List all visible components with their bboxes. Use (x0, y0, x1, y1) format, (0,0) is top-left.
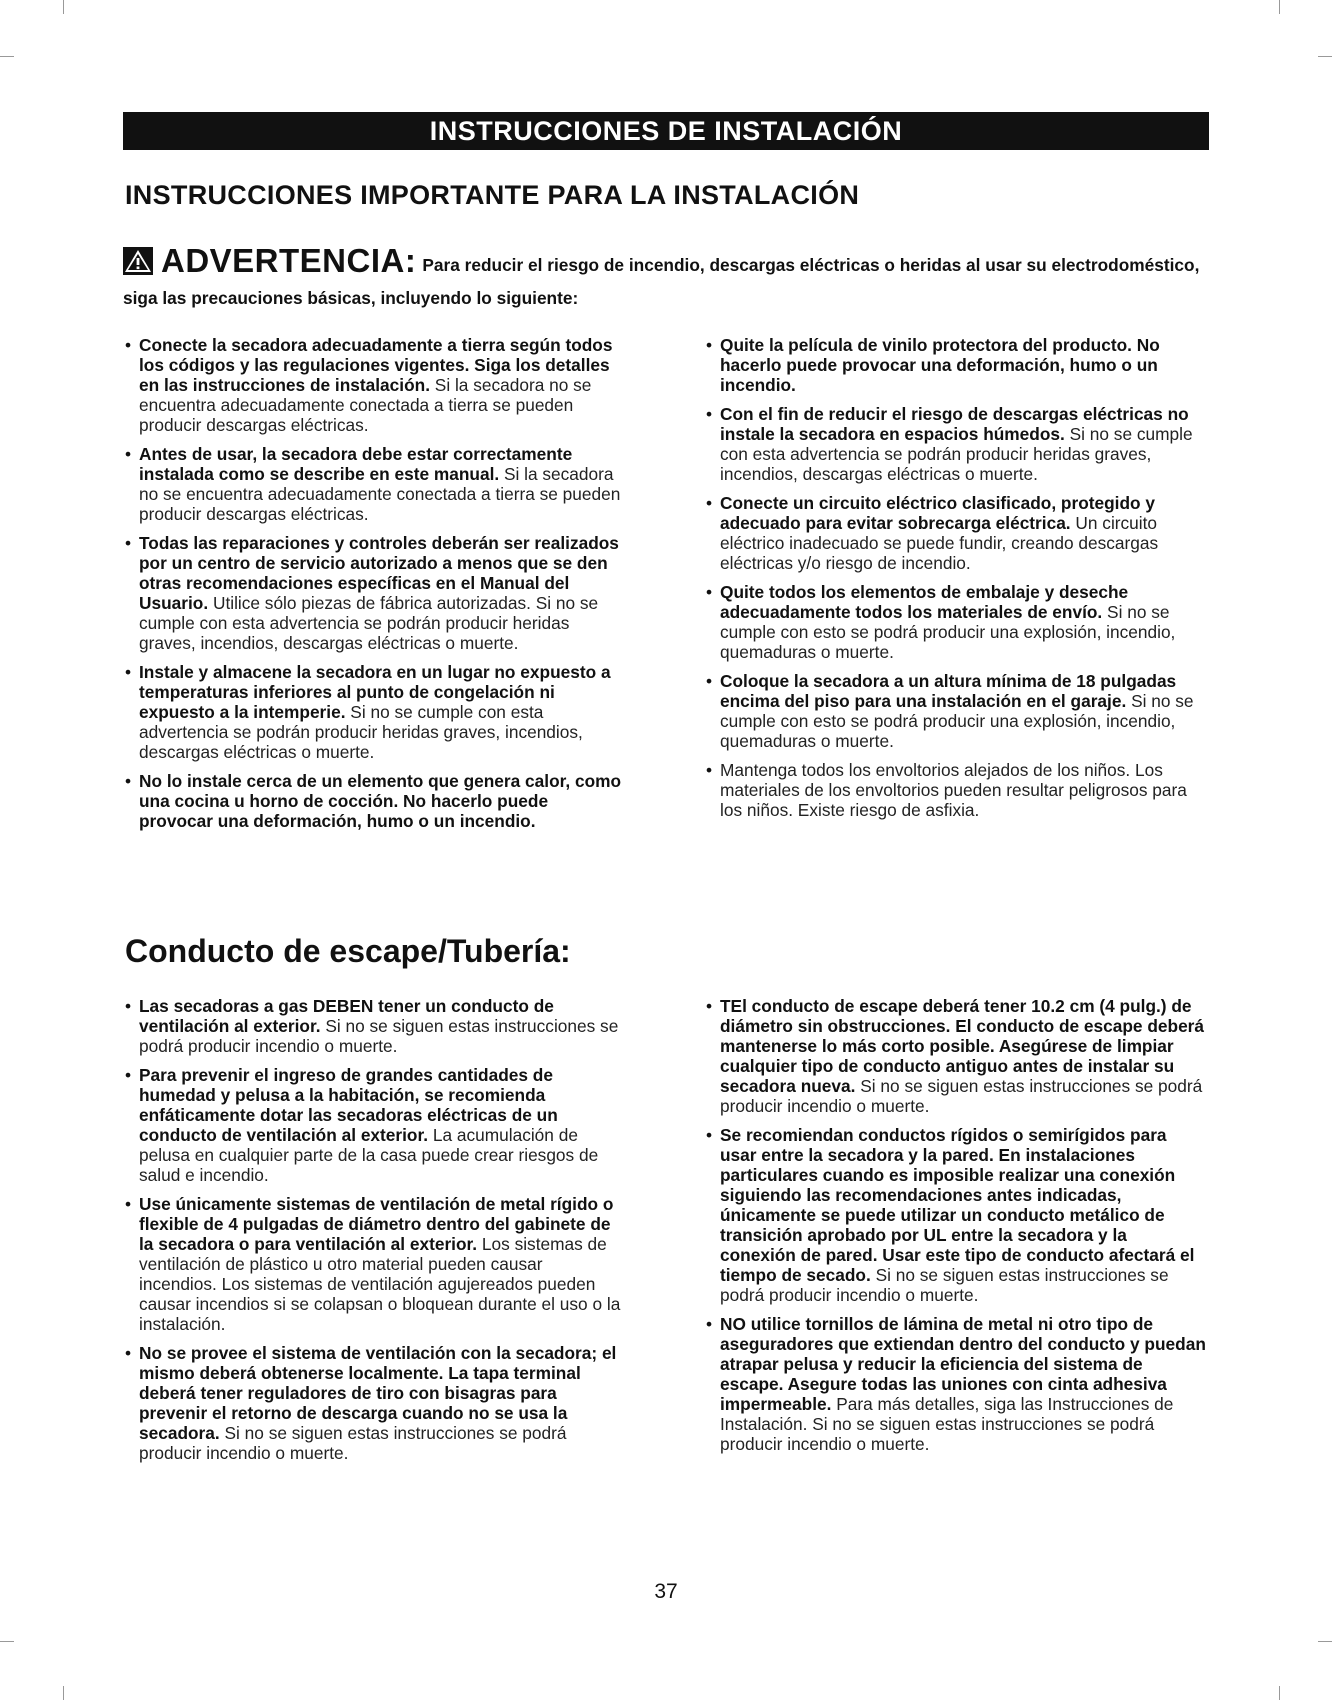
warning-triangle-icon (123, 247, 153, 284)
list-item (125, 1194, 625, 1334)
item-text: Si no se cumple con esto se podrá producir una explosión, incendio, quemaduras o muerte. (720, 691, 1194, 751)
item-text: La acumulación de pelusa en cualquier parte de la casa puede crear riesgos de salud e incendio. (139, 1125, 599, 1185)
list-item (125, 771, 625, 831)
exhaust-list-left (125, 996, 625, 1472)
page-number: 37 (654, 1580, 678, 1603)
item-bold: Quite la película de vinilo protectora del producto. No hacerlo puede provocar una deformación, humo o un incendio. (720, 335, 1160, 395)
item-bold: Las secadoras a gas DEBEN tener un conducto de ventilación al exterior. (139, 996, 554, 1036)
exhaust-title: Conducto de escape/Tubería: (125, 933, 571, 969)
item-text: Si no se cumple con esta advertencia se podrán producir heridas graves, incendios, descargas eléctricas o muerte. (720, 424, 1193, 484)
item-bold: Conecte la secadora adecuadamente a tierra según todos los códigos y las regulaciones vigentes. Siga los detalles en las instrucciones de instalación. (139, 335, 613, 395)
crop-mark-left-top (0, 56, 14, 57)
list-item (706, 493, 1206, 573)
safety-list-right (706, 335, 1206, 829)
item-bold: Instale y almacene la secadora en un lugar no expuesto a temperaturas inferiores al punto de congelación ni expuesto a la intemperie. (139, 662, 611, 722)
list-item (706, 671, 1206, 751)
crop-mark-top-left (63, 0, 64, 14)
crop-mark-left-bottom (0, 1641, 14, 1642)
warning-keyword: ADVERTENCIA: (161, 242, 417, 279)
item-text: Si no se siguen estas instrucciones se podrá producir incendio o muerte. (720, 1076, 1203, 1116)
item-bold: Quite todos los elementos de embalaje y deseche adecuadamente todos los materiales de envío. (720, 582, 1129, 622)
list-item (706, 760, 1206, 820)
list-item (125, 1343, 625, 1463)
item-text: Si la secadora no se encuentra adecuadamente conectada a tierra se pueden producir descargas eléctricas. (139, 464, 621, 524)
item-text: Para más detalles, siga las Instrucciones de Instalación. Si no se siguen estas instrucciones se podrá producir incendio o muerte. (720, 1394, 1174, 1454)
item-bold: Coloque la secadora a un altura mínima de 18 pulgadas encima del piso para una instalación en el garaje. (720, 671, 1177, 711)
item-text: Si no se siguen estas instrucciones se podrá producir incendio o muerte. (139, 1016, 619, 1056)
list-item (706, 996, 1206, 1116)
crop-mark-bottom-right (1279, 1686, 1280, 1700)
exhaust-list-right (706, 996, 1206, 1463)
list-item (125, 996, 625, 1056)
crop-mark-right-bottom (1318, 1641, 1332, 1642)
item-bold: Se recomiendan conductos rígidos o semirígidos para usar entre la secadora y la pared. En instalaciones particulares cuando es imposible realizar una conexión siguiendo las recomendaciones antes indicadas, únicamente se puede utilizar un conducto metálico de transición aprobado por UL entre la secadora y la conexión de pared. Usar este tipo de conducto afectará el tiempo de secado. (720, 1125, 1195, 1285)
list-item (706, 1314, 1206, 1454)
warning-block (123, 242, 1213, 313)
item-bold: Todas las reparaciones y controles deberán ser realizados por un centro de servicio autorizado a menos que se den otras recomendaciones específicas en el Manual del Usuario. (139, 533, 619, 613)
section-title: INSTRUCCIONES IMPORTANTE PARA LA INSTALACIÓN (125, 180, 860, 210)
crop-mark-top-right (1279, 0, 1280, 14)
item-bold: Antes de usar, la secadora debe estar correctamente instalada como se describe en este manual. (139, 444, 573, 484)
item-bold: Con el fin de reducir el riesgo de descargas eléctricas no instale la secadora en espacios húmedos. (720, 404, 1189, 444)
item-text: Mantenga todos los envoltorios alejados de los niños. Los materiales de los envoltorios pueden resultar peligrosos para los niños. Existe riesgo de asfixia. (720, 760, 1187, 820)
list-item (125, 533, 625, 653)
item-text: Si no se cumple con esta advertencia se podrán producir heridas graves, incendios, descargas eléctricas o muerte. (139, 702, 583, 762)
item-bold: Conecte un circuito eléctrico clasificado, protegido y adecuado para evitar sobrecarga eléctrica. (720, 493, 1156, 533)
item-bold: NO utilice tornillos de lámina de metal ni otro tipo de aseguradores que extiendan dentro del conducto y puedan atrapar pelusa y reducir la eficiencia del sistema de escape. Asegure todas las uniones con cinta adhesiva impermeable. (720, 1314, 1206, 1414)
list-item (125, 1065, 625, 1185)
item-text: Un circuito eléctrico inadecuado se puede fundir, creando descargas eléctricas y/o riesgo de incendio. (720, 513, 1159, 573)
list-item (706, 404, 1206, 484)
item-text: Si no se siguen estas instrucciones se podrá producir incendio o muerte. (720, 1265, 1169, 1305)
item-bold: TEl conducto de escape deberá tener 10.2 cm (4 pulg.) de diámetro sin obstrucciones. El conducto de escape deberá mantenerse lo más corto posible. Asegúrese de limpiar cualquier tipo de conducto antiguo antes de instalar su secadora nueva. (720, 996, 1205, 1096)
item-text: Si no se cumple con esto se podrá producir una explosión, incendio, quemaduras o muerte. (720, 602, 1176, 662)
item-text: Si la secadora no se encuentra adecuadamente conectada a tierra se pueden producir descargas eléctricas. (139, 375, 592, 435)
list-item (125, 444, 625, 524)
list-item (125, 662, 625, 762)
safety-list-left (125, 335, 625, 840)
item-bold: No lo instale cerca de un elemento que genera calor, como una cocina u horno de cocción. No hacerlo puede provocar una deformación, humo o un incendio. (139, 771, 622, 831)
item-text: Los sistemas de ventilación de plástico u otro material pueden causar incendios. Los sistemas de ventilación agujereados pueden causar incendios si se colapsan o bloquean durante el uso o la instalación. (139, 1234, 621, 1334)
crop-mark-right-top (1318, 56, 1332, 57)
warning-text: Para reducir el riesgo de incendio, descargas eléctricas o heridas al usar su electrodoméstico, siga las precauciones básicas, incluyendo lo siguiente: (123, 255, 1200, 308)
item-text: Utilice sólo piezas de fábrica autorizadas. Si no se cumple con esta advertencia se podrán producir heridas graves, incendios, descargas eléctricas o muerte. (139, 593, 599, 653)
item-bold: Para prevenir el ingreso de grandes cantidades de humedad y pelusa a la habitación, se recomienda enfáticamente dotar las secadoras eléctricas de un conducto de ventilación al exterior. (139, 1065, 558, 1145)
list-item (125, 335, 625, 435)
list-item (706, 1125, 1206, 1305)
list-item (706, 582, 1206, 662)
item-bold: No se provee el sistema de ventilación con la secadora; el mismo deberá obtenerse localmente. La tapa terminal deberá tener reguladores de tiro con bisagras para prevenir el retorno de descarga cuando no se usa la secadora. (139, 1343, 617, 1443)
crop-mark-bottom-left (63, 1686, 64, 1700)
item-text: Si no se siguen estas instrucciones se podrá producir incendio o muerte. (139, 1423, 567, 1463)
item-bold: Use únicamente sistemas de ventilación de metal rígido o flexible de 4 pulgadas de diámetro dentro del gabinete de la secadora o para ventilación al exterior. (139, 1194, 614, 1254)
list-item (706, 335, 1206, 395)
section-banner: INSTRUCCIONES DE INSTALACIÓN (123, 112, 1209, 150)
